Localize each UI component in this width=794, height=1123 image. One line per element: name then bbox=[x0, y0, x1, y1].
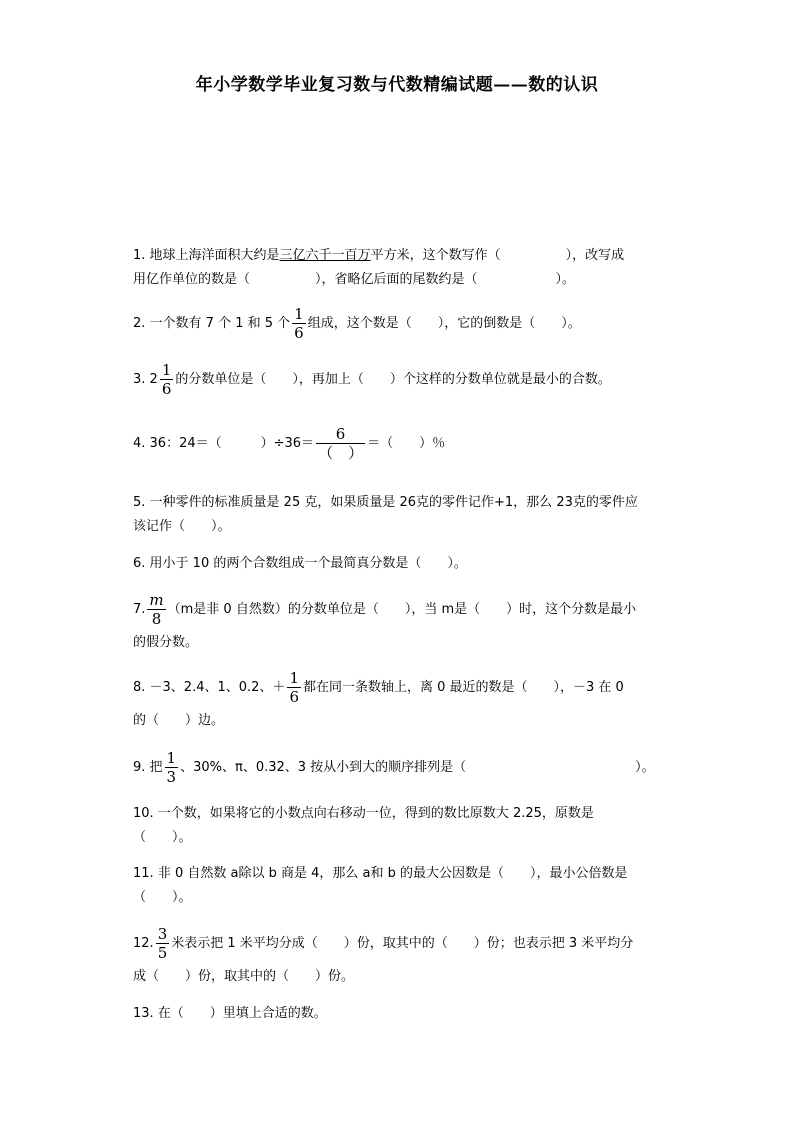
q1-line2: 用亿作单位的数是（ ），省略亿后面的尾数约是（ ）。 bbox=[133, 272, 576, 287]
q1-text-a: 1. 地球上海洋面积大约是 bbox=[133, 248, 280, 263]
q7-text-a: 7. bbox=[133, 602, 146, 617]
question-9 bbox=[133, 748, 673, 788]
question-13 bbox=[133, 1002, 673, 1026]
q7-text-b: （m是非 0 自然数）的分数单位是（ ），当 m是（ ）时，这个分数是最小 bbox=[167, 602, 637, 617]
q4-num: 6 bbox=[316, 425, 365, 444]
q2-num: 1 bbox=[294, 305, 304, 323]
question-11 bbox=[133, 862, 673, 886]
q7-num: m bbox=[149, 591, 164, 609]
q4-text-a: 4. 36：24＝（ ）÷36＝ bbox=[133, 436, 315, 451]
q9-num: 1 bbox=[166, 749, 177, 767]
question-5-line2 bbox=[133, 515, 673, 539]
q8-line2: 的（ ）边。 bbox=[133, 713, 225, 728]
q3-num: 1 bbox=[161, 361, 172, 379]
question-2 bbox=[133, 304, 673, 344]
q2-text-b: 组成，这个数是（ ），它的倒数是（ ）。 bbox=[307, 316, 581, 331]
q10-line2: （ ）。 bbox=[133, 830, 192, 845]
q11-line2: （ ）。 bbox=[133, 890, 192, 905]
q4-fraction bbox=[316, 425, 365, 462]
question-1 bbox=[133, 244, 673, 268]
q3-den: 6 bbox=[161, 380, 172, 398]
question-10 bbox=[133, 802, 673, 826]
q12-fraction bbox=[156, 925, 170, 962]
question-8 bbox=[133, 668, 673, 708]
q10-line1: 10. 一个数，如果将它的小数点向右移动一位，得到的数比原数大 2.25，原数是 bbox=[133, 806, 594, 821]
q1-text-b: 平方米，这个数写作（ ），改写成 bbox=[370, 248, 625, 263]
q8-num: 1 bbox=[289, 669, 299, 687]
q2-text-a: 2. 一个数有 7 个 1 和 5 个 bbox=[133, 316, 291, 331]
question-7 bbox=[133, 590, 673, 630]
q9-fraction bbox=[165, 749, 179, 786]
q8-text-a: 8. －3、2.4、1、0.2、＋ bbox=[133, 680, 286, 695]
question-7-line2 bbox=[133, 631, 673, 655]
question-12 bbox=[133, 924, 673, 964]
question-6 bbox=[133, 552, 673, 576]
q1-underlined: 三亿六千一百万 bbox=[279, 248, 371, 263]
question-10-line2 bbox=[133, 826, 673, 850]
question-8-line2 bbox=[133, 709, 673, 733]
q13-line1: 13. 在（ ）里填上合适的数。 bbox=[133, 1006, 327, 1021]
q9-text-a: 9. 把 bbox=[133, 760, 163, 775]
q9-text-b: 、30%、π、0.32、3 按从小到大的顺序排列是（ ）。 bbox=[180, 760, 655, 775]
q3-text-a: 3. 2 bbox=[133, 372, 158, 387]
q4-text-b: ＝（ ）％ bbox=[367, 436, 446, 451]
q11-line1: 11. 非 0 自然数 a除以 b 商是 4，那么 a和 b 的最大公因数是（ ），最小公倍数是 bbox=[133, 866, 628, 881]
q8-text-b: 都在同一条数轴上，离 0 最近的数是（ ），－3 在 0 bbox=[302, 680, 624, 695]
q5-line2: 该记作（ ）。 bbox=[133, 519, 231, 534]
page-title: 年小学数学毕业复习数与代数精编试题——数的认识 bbox=[195, 75, 599, 95]
q2-fraction bbox=[292, 305, 306, 342]
q9-den: 3 bbox=[166, 768, 177, 786]
question-12-line2 bbox=[133, 965, 673, 989]
q12-num: 3 bbox=[157, 925, 168, 943]
q6-line1: 6. 用小于 10 的两个合数组成一个最简真分数是（ ）。 bbox=[133, 556, 467, 571]
q12-text-a: 12. bbox=[133, 936, 154, 951]
question-1-line2 bbox=[133, 268, 673, 292]
question-5 bbox=[133, 491, 673, 515]
q8-fraction bbox=[287, 669, 301, 706]
q7-den: 8 bbox=[151, 610, 162, 628]
q7-fraction bbox=[147, 591, 165, 628]
q2-den: 6 bbox=[294, 324, 304, 342]
q4-den: （ ） bbox=[318, 444, 364, 462]
q8-den: 6 bbox=[289, 688, 299, 706]
q3-fraction bbox=[160, 361, 174, 398]
question-3 bbox=[133, 360, 673, 400]
question-11-line2 bbox=[133, 886, 673, 910]
q7-line2: 的假分数。 bbox=[133, 635, 199, 650]
q5-line1: 5. 一种零件的标准质量是 25 克，如果质量是 26克的零件记作+1，那么 23克的零件应 bbox=[133, 495, 638, 510]
question-4 bbox=[133, 424, 673, 464]
q12-den: 5 bbox=[157, 944, 168, 962]
q3-text-b: 的分数单位是（ ），再加上（ ）个这样的分数单位就是最小的合数。 bbox=[175, 372, 611, 387]
q12-line2: 成（ ）份，取其中的（ ）份。 bbox=[133, 969, 355, 984]
q12-text-b: 米表示把 1 米平均分成（ ）份，取其中的（ ）份；也表示把 3 米平均分 bbox=[171, 936, 634, 951]
